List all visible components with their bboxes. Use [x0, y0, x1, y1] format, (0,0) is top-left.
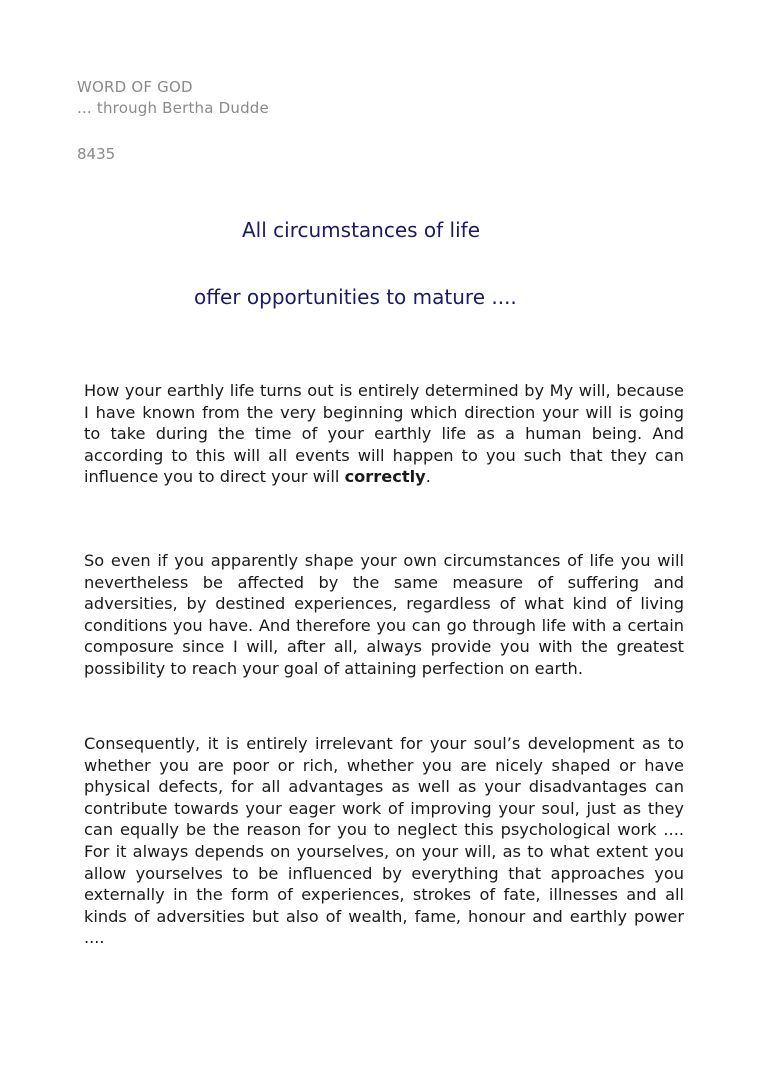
author-line: ... through Bertha Dudde [77, 99, 269, 117]
paragraph-2 [84, 550, 684, 680]
paragraph-1-end: . [425, 467, 431, 487]
paragraph-3-text: Consequently, it is entirely irrelevant for your soul’s development as to whether you are poor or rich, whether you are nicely shaped or have physical defects, for all advantages as well as your disadvantages can contribute towards your eager work of improving your soul, just as they can equally be the reason for you to neglect this psychological work .... For it always depends on yourselves, on your will, as to what extent you allow yourselves to be influenced by everything that approaches you externally in the form of experiences, strokes of fate, illnesses and all kinds of adversities but also of wealth, fame, honour and earthly power .... [84, 734, 684, 948]
document-number: 8435 [77, 145, 116, 163]
title-line-2: offer opportunities to mature .... [194, 285, 517, 309]
paragraph-1-text: How your earthly life turns out is entirely determined by My will, because I have known from the very beginning which direction your will is going to take during the time of your earthly life as a human being. And according to this will all events will happen to you such that they can influence you to direct your will [84, 381, 684, 487]
publication-title: WORD OF GOD [77, 78, 193, 96]
paragraph-1 [84, 380, 684, 488]
paragraph-2-text: So even if you apparently shape your own circumstances of life you will nevertheless be affected by the same measure of suffering and adversities, by destined experiences, regardless of what kind of living conditions you have. And therefore you can go through life with a certain composure since I will, after all, always provide you with the greatest possibility to reach your goal of attaining perfection on earth. [84, 551, 684, 678]
title-line-1: All circumstances of life [242, 218, 481, 242]
paragraph-3 [84, 733, 684, 949]
paragraph-1-emphasis: correctly [344, 467, 426, 487]
document-header [77, 77, 269, 119]
